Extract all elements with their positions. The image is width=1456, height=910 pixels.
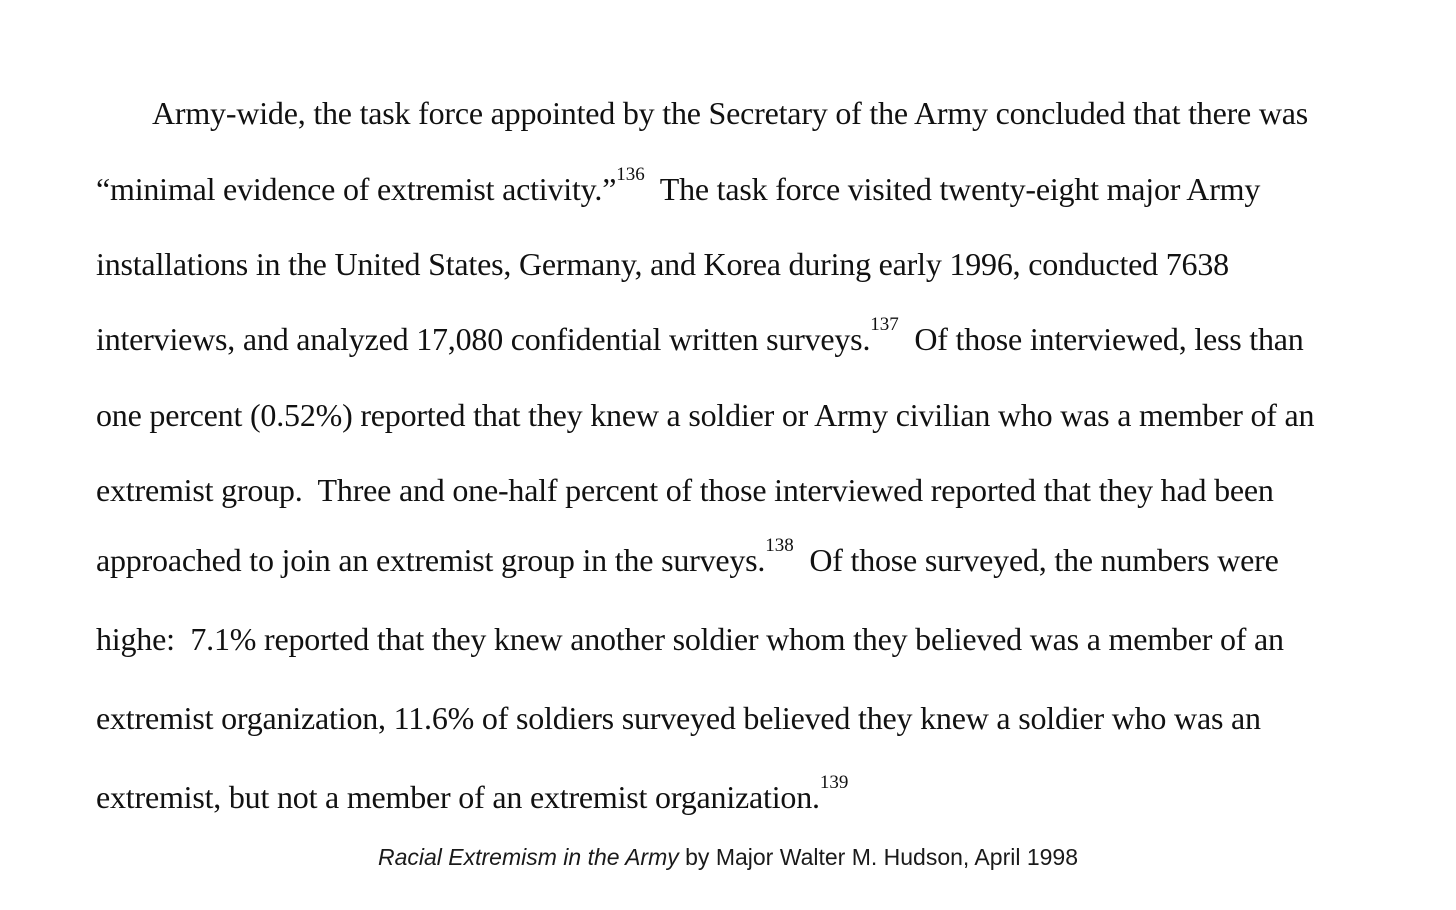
line-text: Army-wide, the task force appointed by the Secretary of the Army concluded that there was: [152, 95, 1309, 131]
line-text: highe: 7.1% reported that they knew another soldier whom they believed was a member of an: [96, 621, 1284, 657]
line-text: The task force visited twenty-eight major Army: [644, 171, 1261, 207]
line-text: approached to join an extremist group in the surveys.: [96, 542, 766, 578]
line-text: extremist organization, 11.6% of soldiers surveyed believed they knew a soldier who was an: [96, 700, 1261, 736]
footnote-marker-136: 136: [616, 164, 645, 185]
paragraph-line-8: [96, 619, 1284, 659]
paragraph-line-4: [96, 314, 1304, 359]
paragraph-line-5: [96, 395, 1314, 435]
image-caption: [0, 842, 1456, 872]
paragraph-line-6: [96, 470, 1274, 510]
paragraph-line-10: [96, 772, 849, 817]
footnote-marker-139: 139: [819, 772, 849, 793]
footnote-marker-137: 137: [870, 314, 899, 335]
line-text: interviews, and analyzed 17,080 confidential written surveys.: [96, 321, 871, 357]
paragraph-line-2: [96, 164, 1261, 209]
footnote-marker-138: 138: [765, 535, 794, 556]
line-text: extremist, but not a member of an extremist organization.: [96, 779, 820, 815]
paragraph-line-7: [96, 535, 1279, 580]
line-text: “minimal evidence of extremist activity.”: [96, 171, 617, 207]
caption-title: Racial Extremism in the Army: [377, 844, 679, 870]
caption-byline: by Major Walter M. Hudson, April 1998: [678, 844, 1079, 870]
paragraph-line-9: [96, 698, 1261, 738]
line-text: Of those surveyed, the numbers were: [793, 542, 1279, 578]
paragraph-line-3: [96, 244, 1229, 284]
line-text: installations in the United States, Germany, and Korea during early 1996, conducted 7638: [96, 246, 1229, 282]
line-text: Of those interviewed, less than: [898, 321, 1304, 357]
line-text: one percent (0.52%) reported that they knew a soldier or Army civilian who was a member of an: [96, 397, 1315, 433]
paragraph-line-1: [152, 93, 1308, 133]
line-text: extremist group. Three and one-half percent of those interviewed reported that they had been: [96, 472, 1274, 508]
